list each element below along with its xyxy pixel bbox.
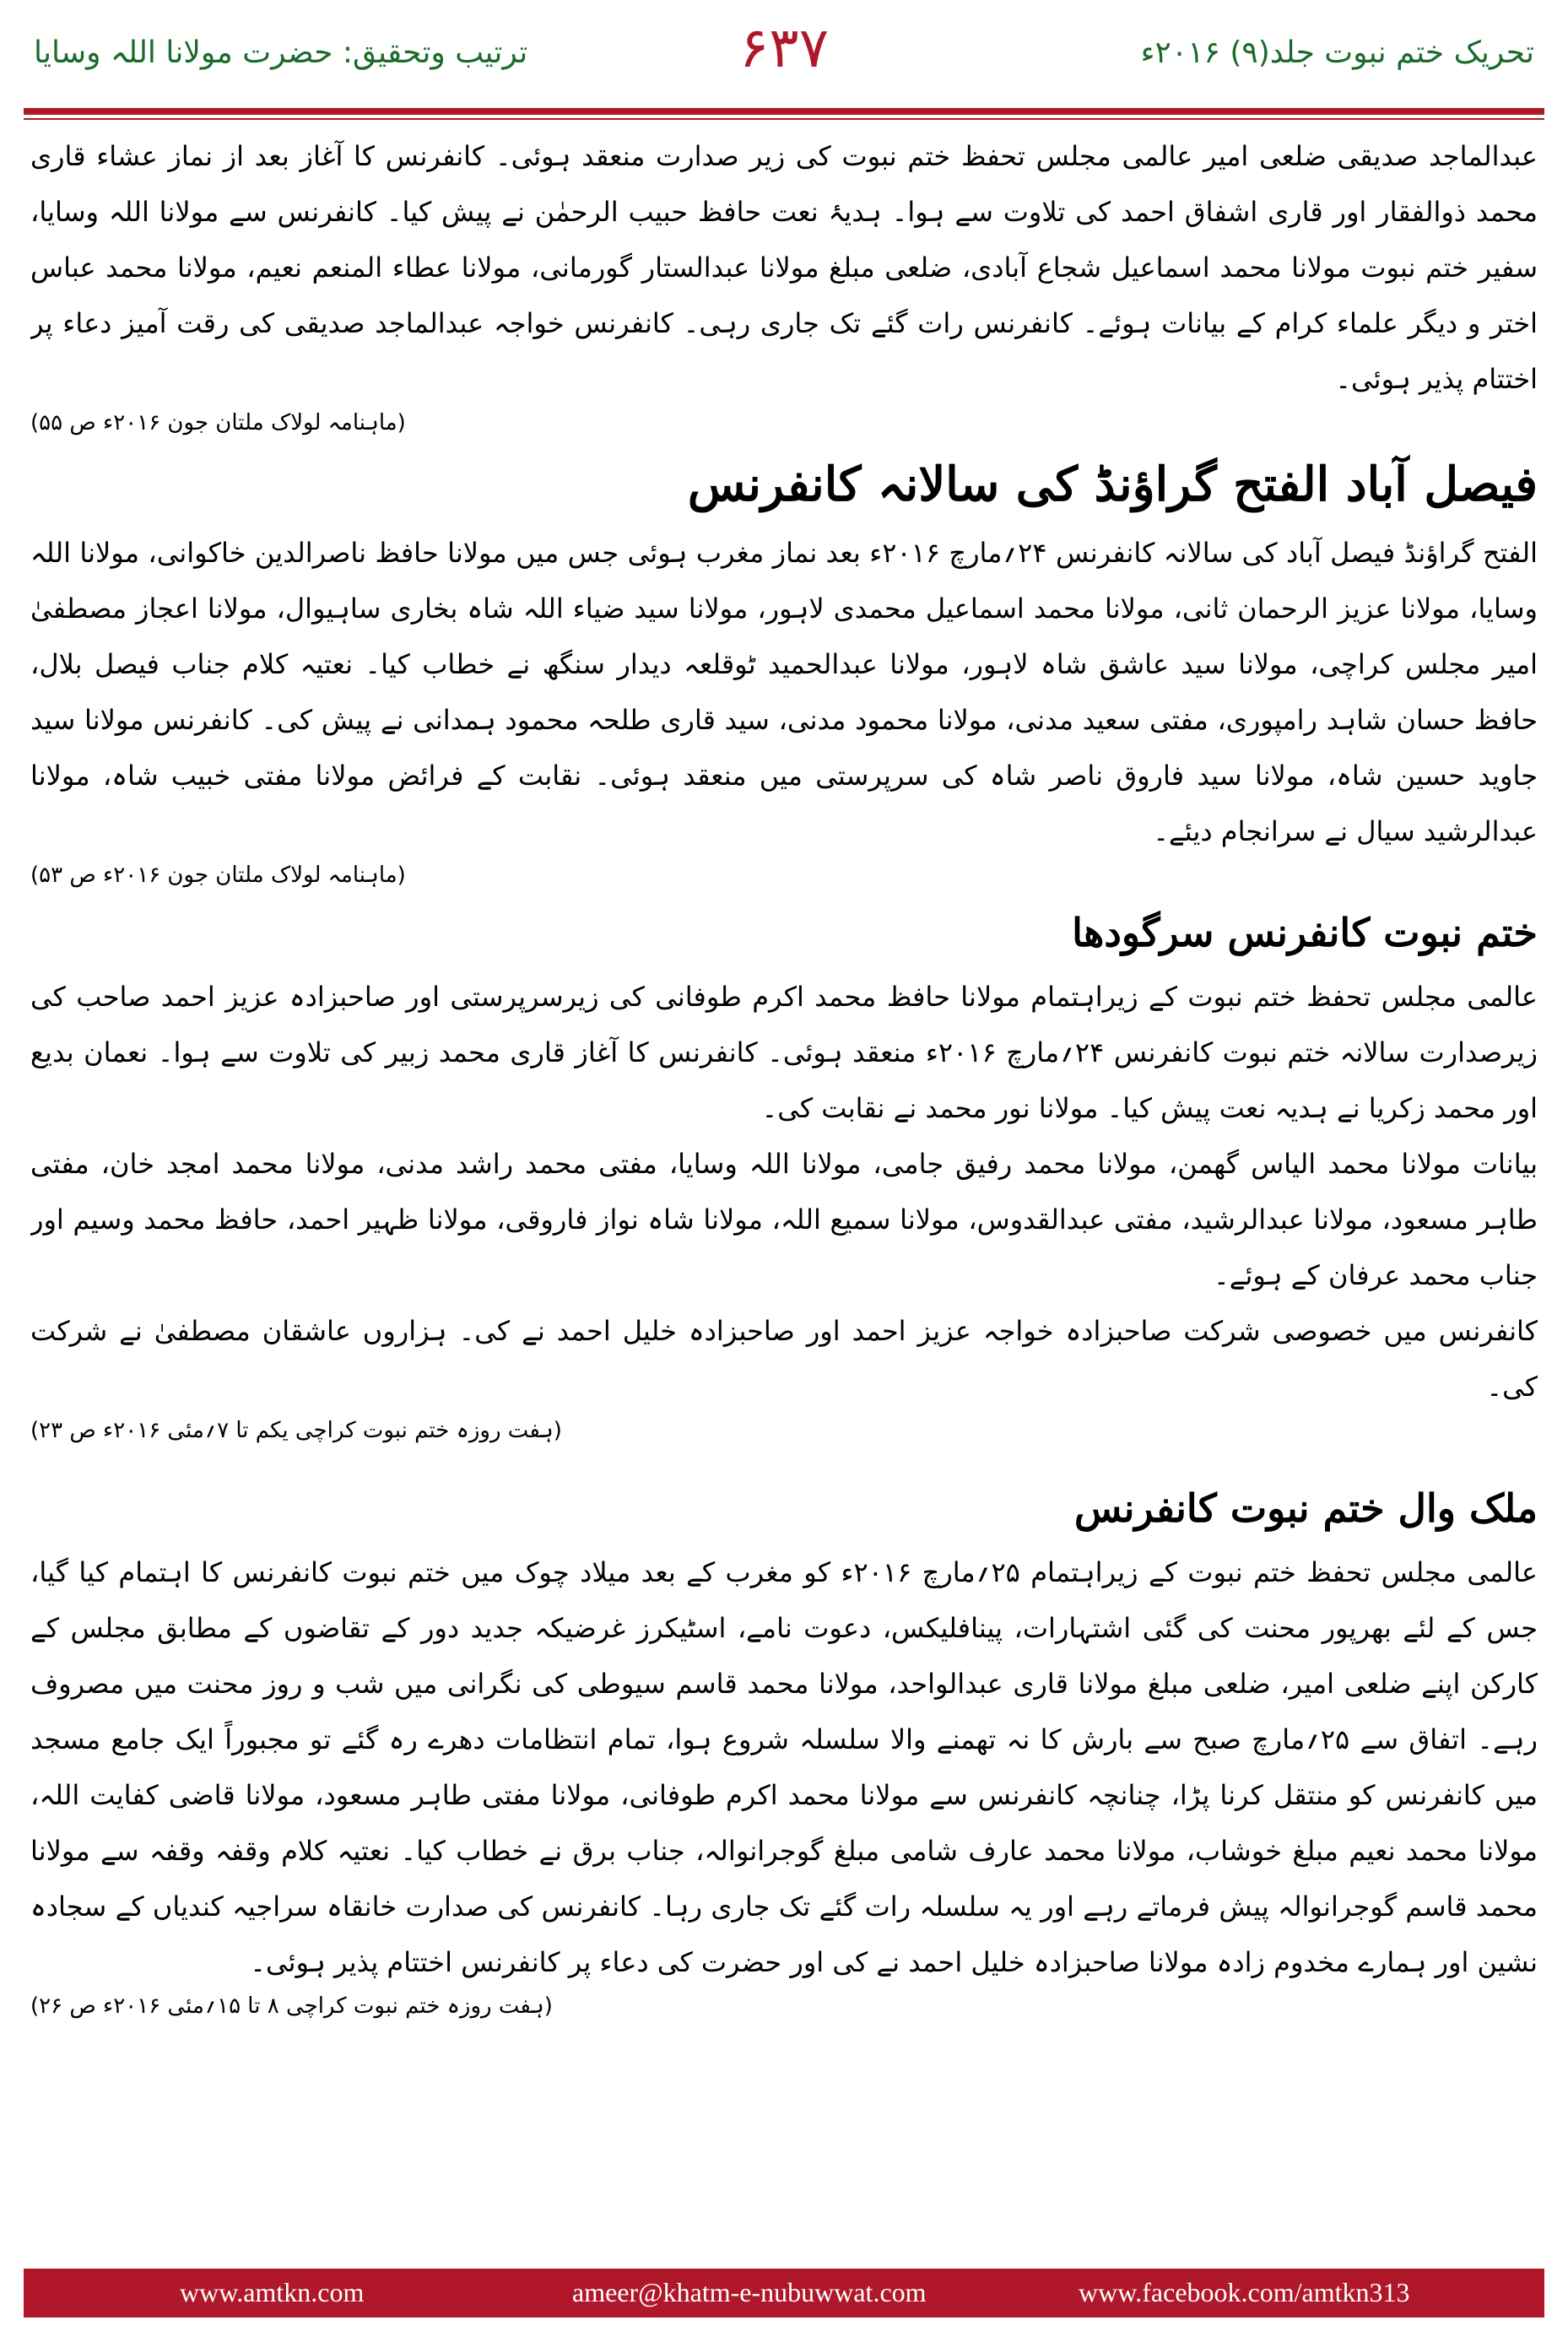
page-footer [24,2269,1544,2318]
section-heading: ملک وال ختم نبوت کانفرنس [1073,1485,1538,1531]
source-citation: (ہفت روزہ ختم نبوت کراچی یکم تا ۷؍مئی ۲۰۱۶ء ص ۲۳) [30,1418,562,1443]
source-citation: (ماہنامہ لولاک ملتان جون ۲۰۱۶ء ص ۵۵) [30,410,406,435]
paragraph: عالمی مجلس تحفظ ختم نبوت کے زیراہتمام مولانا حافظ محمد اکرم طوفانی کی زیرسرپرستی اور صاحبزادہ عزیز احمد صاحب کی زیرصدارت سالانہ ختم نبوت کانفرنس ۲۴؍مارچ ۲۰۱۶ء منعقد ہوئی۔ کانفرنس کا آغاز قاری محمد زبیر کی تلاوت سے ہوا۔ نعمان بدیع اور محمد زکریا نے ہدیہ نعت پیش کیا۔ مولانا نور محمد نے نقابت کی۔ [30,981,1538,1124]
paragraph: عالمی مجلس تحفظ ختم نبوت کے زیراہتمام ۲۵؍مارچ ۲۰۱۶ء کو مغرب کے بعد میلاد چوک میں ختم نبوت کانفرنس کا اہتمام کیا گیا، جس کے لئے بھرپور محنت کی گئی اشتہارات، پینافلیکس، دعوت نامے، اسٹیکرز غرضیکہ جدید دور کے تقاضوں کے مطابق مجلس کے کارکن اپنے ضلعی امیر، ضلعی مبلغ مولانا قاری عبدالواحد، مولانا محمد قاسم سیوطی کی نگرانی میں شب و روز محنت میں مصروف رہے۔ اتفاق سے ۲۵؍مارچ صبح سے بارش کا نہ تھمنے والا سلسلہ شروع ہوا، تمام انتظامات دھرے رہ گئے تو مجبوراً ایک جامع مسجد میں کانفرنس کو منتقل کرنا پڑا، چنانچہ کانفرنس سے مولانا محمد اکرم طوفانی، مولانا مفتی طاہر مسعود، مولانا قاضی کفایت اللہ، مولانا محمد نعیم مبلغ خوشاب، مولانا محمد عارف شامی مبلغ گوجرانوالہ، جناب برق نے خطاب کیا۔ نعتیہ کلام وقفہ وقفہ سے مولانا محمد قاسم گوجرانوالہ پیش فرماتے رہے اور یہ سلسلہ رات گئے تک جاری رہا۔ کانفرنس کی صدارت خانقاہ سراجیہ کندیاں کے سجادہ نشین اور ہمارے مخدوم زادہ مولانا صاحبزادہ خلیل احمد نے کی اور حضرت کی دعاء پر کانفرنس اختتام پذیر ہوئی۔ [30,1556,1538,1978]
compiler-credit: ترتیب وتحقیق: حضرت مولانا اللہ وسایا [34,35,528,70]
paragraph: عبدالماجد صدیقی ضلعی امیر عالمی مجلس تحفظ ختم نبوت کی زیر صدارت منعقد ہوئی۔ کانفرنس کا آغاز بعد از نماز عشاء قاری محمد ذوالفقار اور قاری اشفاق احمد کی تلاوت سے ہوا۔ ہدیۂ نعت حافظ حبیب الرحمٰن نے پیش کیا۔ کانفرنس سے مولانا اللہ وسایا، سفیر ختم نبوت مولانا محمد اسماعیل شجاع آبادی، ضلعی مبلغ مولانا عبدالستار گورمانی، مولانا عطاء المنعم نعیم، مولانا محمد عباس اختر و دیگر علماء کرام کے بیانات ہوئے۔ کانفرنس رات گئے تک جاری رہی۔ کانفرنس خواجہ عبدالماجد صدیقی کی رقت آمیز دعاء پر اختتام پذیر ہوئی۔ [30,140,1538,395]
article-body [30,128,1538,2262]
section-sargodha [30,896,1538,1447]
paragraph: الفتح گراؤنڈ فیصل آباد کی سالانہ کانفرنس ۲۴؍مارچ ۲۰۱۶ء بعد نماز مغرب ہوئی جس میں مولانا حافظ ناصرالدین خاکوانی، مولانا اللہ وسایا، مولانا عزیز الرحمان ثانی، مولانا محمد اسماعیل محمدی لاہور، مولانا سید ضیاء اللہ شاہ بخاری ساہیوال، مولانا اعجاز مصطفیٰ امیر مجلس کراچی، مولانا سید عاشق شاہ لاہور، مولانا عبدالحمید ٹوقلعہ دیدار سنگھ نے خطاب کیا۔ نعتیہ کلام جناب فیصل بلال، حافظ حسان شاہد رامپوری، مفتی سعید مدنی، مولانا محمود مدنی، سید قاری طلحہ محمود ہمدانی نے پیش کی۔ کانفرنس مولانا سید جاوید حسین شاہ، مولانا سید فاروق ناصر شاہ کی سرپرستی میں منعقد ہوئی۔ نقابت کے فرائض مولانا مفتی خبیب شاہ، مولانا عبدالرشید سیال نے سرانجام دیئے۔ [30,537,1538,847]
section-continued [30,128,1538,439]
paragraph: بیانات مولانا محمد الیاس گھمن، مولانا محمد رفیق جامی، مولانا اللہ وسایا، مفتی محمد راشد مدنی، مولانا محمد امجد خان، مفتی طاہر مسعود، مولانا عبدالرشید، مفتی عبدالقدوس، مولانا سمیع اللہ، مولانا شاہ نواز فاروقی، مولانا ظہیر احمد، حافظ محمد وسیم اور جناب محمد عرفان کے ہوئے۔ [30,1148,1538,1291]
header-rule [24,108,1544,115]
page-number: ۶۳۷ [738,15,830,80]
website-link[interactable]: www.amtkn.com [180,2277,365,2307]
section-heading: فیصل آباد الفتح گراؤنڈ کی سالانہ کانفرنس [687,457,1538,512]
paragraph: کانفرنس میں خصوصی شرکت صاحبزادہ خواجہ عزیز احمد اور صاحبزادہ خلیل احمد نے کی۔ ہزاروں عاشقان مصطفیٰ نے شرکت کی۔ [30,1315,1538,1403]
facebook-link[interactable]: www.facebook.com/amtkn313 [1079,2277,1410,2307]
source-citation: (ہفت روزہ ختم نبوت کراچی ۸ تا ۱۵؍مئی ۲۰۱۶ء ص ۲۶) [30,1993,553,2019]
section-heading: ختم نبوت کانفرنس سرگودھا [1072,910,1538,955]
spacer [30,1452,1538,1467]
book-title: تحریک ختم نبوت جلد(۹) ۲۰۱۶ء [1140,35,1534,70]
section-faisalabad [30,444,1538,891]
page-header [0,0,1568,127]
header-rule-thin [24,118,1544,120]
email-link[interactable]: ameer@khatm-e-nubuwwat.com [572,2277,927,2307]
source-citation: (ماہنامہ لولاک ملتان جون ۲۰۱۶ء ص ۵۳) [30,863,406,888]
section-malakwal [30,1472,1538,2022]
